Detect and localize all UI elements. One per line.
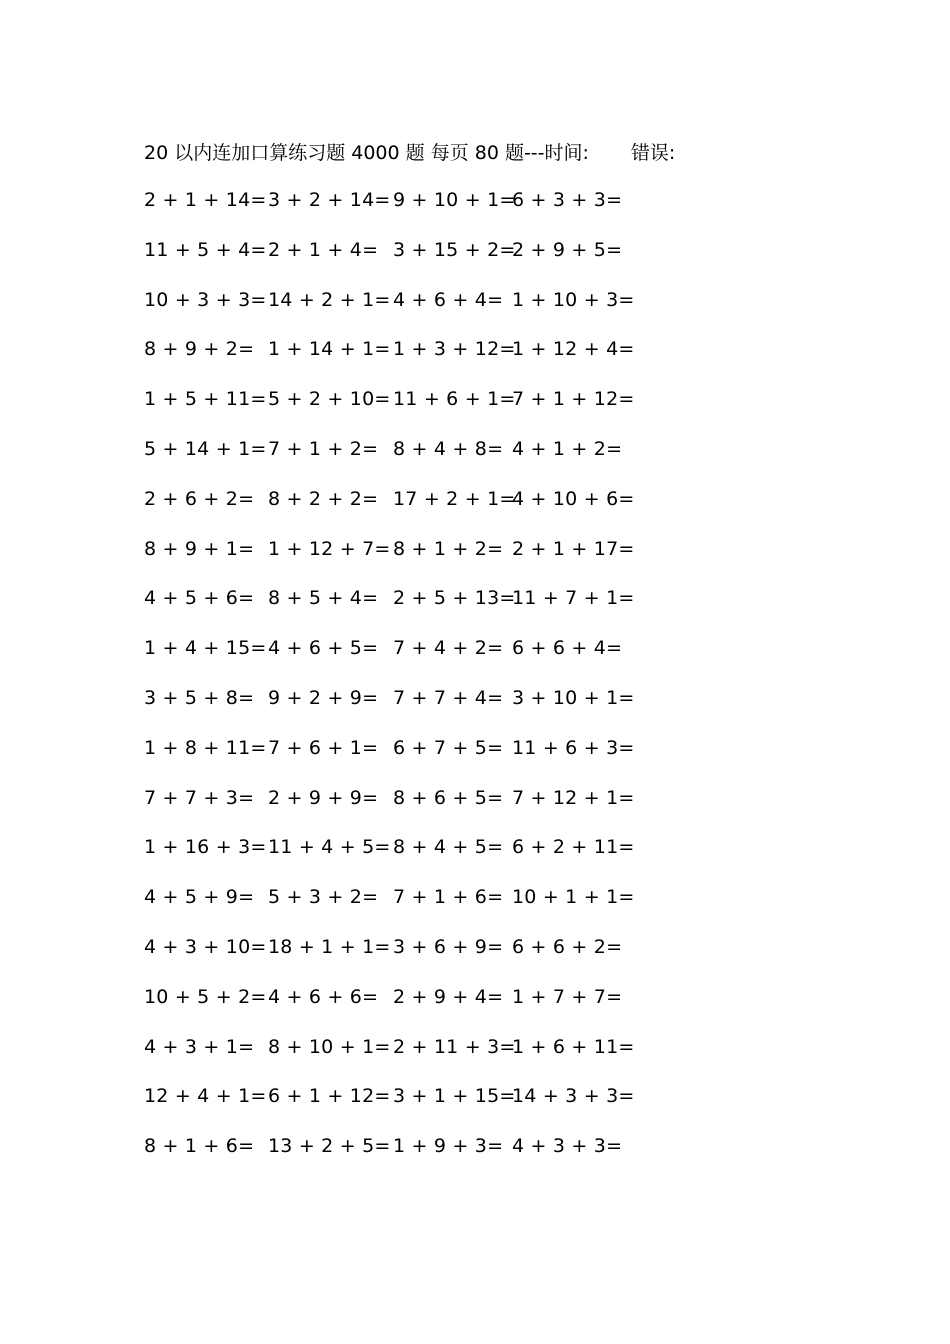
- problem-item: 8 + 1 + 2=: [393, 537, 504, 560]
- problem-item: 14 + 3 + 3=: [512, 1085, 635, 1108]
- worksheet-title: 20 以内连加口算练习题 4000 题 每页 80 题---: [144, 141, 545, 164]
- problem-row: [140, 633, 640, 683]
- problem-row: [140, 384, 640, 434]
- problem-item: 5 + 3 + 2=: [268, 886, 379, 909]
- problem-row: [140, 1032, 640, 1082]
- problem-item: 11 + 6 + 1=: [393, 388, 516, 411]
- problem-item: 1 + 12 + 7=: [268, 537, 391, 560]
- worksheet-header: [144, 136, 675, 166]
- problem-row: [140, 334, 640, 384]
- problem-row: [140, 783, 640, 833]
- problem-row: [140, 534, 640, 584]
- problem-row: [140, 1081, 640, 1131]
- problem-item: 6 + 7 + 5=: [393, 736, 504, 759]
- problem-row: [140, 733, 640, 783]
- problem-row: [140, 285, 640, 335]
- problem-item: 10 + 5 + 2=: [144, 985, 267, 1008]
- problem-row: [140, 583, 640, 633]
- problem-item: 3 + 15 + 2=: [393, 238, 516, 261]
- problem-item: 2 + 1 + 14=: [144, 189, 267, 211]
- problem-item: 11 + 6 + 3=: [512, 736, 635, 759]
- problem-item: 3 + 2 + 14=: [268, 189, 391, 211]
- problem-item: 1 + 12 + 4=: [512, 338, 635, 361]
- problem-item: 6 + 6 + 2=: [512, 935, 623, 958]
- problem-item: 6 + 2 + 11=: [512, 836, 635, 859]
- problem-item: 10 + 1 + 1=: [512, 886, 635, 909]
- problem-item: 3 + 6 + 9=: [393, 935, 504, 958]
- problem-item: 4 + 3 + 10=: [144, 935, 267, 958]
- problem-item: 1 + 16 + 3=: [144, 836, 267, 859]
- problem-row: [140, 932, 640, 982]
- problem-item: 6 + 3 + 3=: [512, 189, 623, 211]
- problem-row: [140, 185, 640, 235]
- problem-item: 1 + 14 + 1=: [268, 338, 391, 361]
- problem-item: 2 + 9 + 9=: [268, 786, 379, 809]
- problem-item: 2 + 1 + 4=: [268, 238, 379, 261]
- problem-item: 13 + 2 + 5=: [268, 1135, 391, 1158]
- problem-item: 8 + 9 + 1=: [144, 537, 255, 560]
- problem-item: 4 + 5 + 6=: [144, 587, 255, 610]
- problem-item: 4 + 3 + 3=: [512, 1135, 623, 1158]
- problem-item: 17 + 2 + 1=: [393, 487, 516, 510]
- problem-item: 5 + 14 + 1=: [144, 437, 267, 460]
- problem-item: 14 + 2 + 1=: [268, 288, 391, 311]
- problem-row: [140, 434, 640, 484]
- problem-item: 8 + 10 + 1=: [268, 1035, 391, 1058]
- problem-item: 7 + 1 + 2=: [268, 437, 379, 460]
- problem-item: 4 + 6 + 4=: [393, 288, 504, 311]
- problem-item: 2 + 11 + 3=: [393, 1035, 516, 1058]
- problem-row: [140, 683, 640, 733]
- problem-item: 9 + 2 + 9=: [268, 686, 379, 709]
- problem-item: 7 + 6 + 1=: [268, 736, 379, 759]
- problem-item: 7 + 4 + 2=: [393, 637, 504, 660]
- problem-item: 7 + 12 + 1=: [512, 786, 635, 809]
- problem-item: 7 + 1 + 12=: [512, 388, 635, 411]
- problem-item: 4 + 5 + 9=: [144, 886, 255, 909]
- problem-row: [140, 235, 640, 285]
- problem-item: 4 + 6 + 6=: [268, 985, 379, 1008]
- problem-item: 2 + 9 + 5=: [512, 238, 623, 261]
- problem-item: 4 + 1 + 2=: [512, 437, 623, 460]
- problem-item: 8 + 9 + 2=: [144, 338, 255, 361]
- problem-item: 8 + 4 + 8=: [393, 437, 504, 460]
- problem-item: 7 + 1 + 6=: [393, 886, 504, 909]
- problem-item: 3 + 1 + 15=: [393, 1085, 516, 1108]
- problem-item: 7 + 7 + 4=: [393, 686, 504, 709]
- problem-item: 7 + 7 + 3=: [144, 786, 255, 809]
- problem-item: 11 + 4 + 5=: [268, 836, 391, 859]
- problem-item: 18 + 1 + 1=: [268, 935, 391, 958]
- error-label: 错误:: [630, 141, 676, 164]
- problem-grid: [140, 185, 640, 1181]
- problem-item: 9 + 10 + 1=: [393, 189, 516, 211]
- problem-row: [140, 1131, 640, 1181]
- problem-item: 2 + 1 + 17=: [512, 537, 635, 560]
- problem-item: 8 + 5 + 4=: [268, 587, 379, 610]
- problem-item: 10 + 3 + 3=: [144, 288, 267, 311]
- problem-item: 8 + 6 + 5=: [393, 786, 504, 809]
- problem-row: [140, 882, 640, 932]
- problem-item: 4 + 3 + 1=: [144, 1035, 255, 1058]
- problem-item: 1 + 5 + 11=: [144, 388, 267, 411]
- problem-item: 1 + 9 + 3=: [393, 1135, 504, 1158]
- problem-item: 3 + 10 + 1=: [512, 686, 635, 709]
- problem-item: 6 + 6 + 4=: [512, 637, 623, 660]
- problem-item: 11 + 5 + 4=: [144, 238, 267, 261]
- problem-item: 2 + 5 + 13=: [393, 587, 516, 610]
- problem-item: 1 + 3 + 12=: [393, 338, 516, 361]
- problem-item: 4 + 6 + 5=: [268, 637, 379, 660]
- problem-row: [140, 484, 640, 534]
- problem-item: 8 + 2 + 2=: [268, 487, 379, 510]
- problem-item: 1 + 10 + 3=: [512, 288, 635, 311]
- problem-item: 5 + 2 + 10=: [268, 388, 391, 411]
- problem-item: 3 + 5 + 8=: [144, 686, 255, 709]
- time-label: 时间:: [544, 141, 589, 164]
- problem-item: 2 + 6 + 2=: [144, 487, 255, 510]
- problem-item: 4 + 10 + 6=: [512, 487, 635, 510]
- problem-item: 1 + 4 + 15=: [144, 637, 267, 660]
- problem-row: [140, 982, 640, 1032]
- problem-item: 11 + 7 + 1=: [512, 587, 635, 610]
- problem-row: [140, 832, 640, 882]
- problem-item: 12 + 4 + 1=: [144, 1085, 267, 1108]
- problem-item: 8 + 4 + 5=: [393, 836, 504, 859]
- problem-item: 1 + 8 + 11=: [144, 736, 267, 759]
- problem-item: 8 + 1 + 6=: [144, 1135, 255, 1158]
- problem-item: 1 + 6 + 11=: [512, 1035, 635, 1058]
- problem-item: 2 + 9 + 4=: [393, 985, 504, 1008]
- problem-item: 6 + 1 + 12=: [268, 1085, 391, 1108]
- problem-item: 1 + 7 + 7=: [512, 985, 623, 1008]
